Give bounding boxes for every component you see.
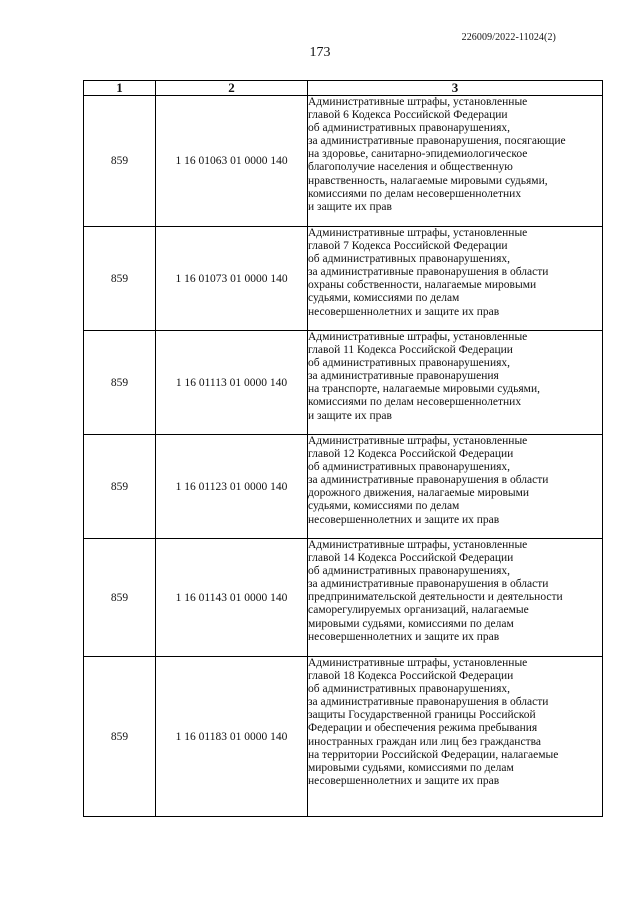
- budget-code-cell: 1 16 01113 01 0000 140: [156, 331, 308, 435]
- description-line: на территории Российской Федерации, налагаемые: [308, 748, 559, 761]
- description-cell: [308, 331, 603, 435]
- description-line: Административные штрафы, установленные: [308, 227, 528, 239]
- admin-code-cell: 859: [84, 96, 156, 227]
- description-cell: [308, 657, 603, 817]
- description-cell: [308, 96, 603, 227]
- description-line: на транспорте, налагаемые мировыми судьями,: [308, 383, 540, 396]
- description-line: главой 12 Кодекса Российской Федерации: [308, 448, 514, 461]
- column-header-3: 3: [308, 81, 603, 96]
- description-line: главой 7 Кодекса Российской Федерации: [308, 240, 508, 253]
- description-line: нравственность, налагаемые мировыми судьями,: [308, 174, 548, 187]
- table-header-row: [84, 81, 603, 96]
- description-line: об административных правонарушениях,: [308, 683, 511, 696]
- description-line: и защите их прав: [308, 200, 392, 213]
- description-line: об административных правонарушениях,: [308, 253, 511, 266]
- description-line: главой 6 Кодекса Российской Федерации: [308, 109, 508, 122]
- description-line: за административные правонарушения в области: [308, 578, 549, 591]
- admin-code-cell: 859: [84, 227, 156, 331]
- budget-code-cell: 1 16 01063 01 0000 140: [156, 96, 308, 227]
- description-line: дорожного движения, налагаемые мировыми: [308, 487, 530, 500]
- description-line: саморегулируемых организаций, налагаемые: [308, 604, 529, 617]
- admin-code-cell: 859: [84, 539, 156, 657]
- description-line: об административных правонарушениях,: [308, 461, 511, 474]
- description-line: главой 14 Кодекса Российской Федерации: [308, 552, 514, 565]
- description-line: за административные правонарушения в области: [308, 474, 549, 487]
- description-line: комиссиями по делам несовершеннолетних: [308, 396, 522, 409]
- budget-code-cell: 1 16 01123 01 0000 140: [156, 435, 308, 539]
- description-line: мировыми судьями, комиссиями по делам: [308, 761, 514, 774]
- budget-code-cell: 1 16 01143 01 0000 140: [156, 539, 308, 657]
- description-line: за административные правонарушения: [308, 370, 499, 383]
- column-header-1: 1: [84, 81, 156, 96]
- description-line: несовершеннолетних и защите их прав: [308, 513, 500, 526]
- description-line: охраны собственности, налагаемые мировыми: [308, 279, 537, 292]
- description-line: на здоровье, санитарно-эпидемиологическое: [308, 148, 528, 161]
- budget-code-cell: 1 16 01073 01 0000 140: [156, 227, 308, 331]
- description-line: об административных правонарушениях,: [308, 357, 511, 370]
- description-line: судьями, комиссиями по делам: [308, 292, 460, 305]
- description-line: предпринимательской деятельности и деятельности: [308, 591, 563, 604]
- admin-code-cell: 859: [84, 435, 156, 539]
- description-line: комиссиями по делам несовершеннолетних: [308, 187, 522, 200]
- description-line: об административных правонарушениях,: [308, 565, 511, 578]
- description-line: Административные штрафы, установленные: [308, 657, 528, 669]
- admin-code-cell: 859: [84, 657, 156, 817]
- description-line: несовершеннолетних и защите их прав: [308, 305, 500, 318]
- table-row: [84, 331, 603, 435]
- description-line: главой 18 Кодекса Российской Федерации: [308, 670, 514, 683]
- description-line: Административные штрафы, установленные: [308, 539, 528, 551]
- description-line: за административные правонарушения, посягающие: [308, 135, 566, 148]
- description-cell: [308, 539, 603, 657]
- description-line: Административные штрафы, установленные: [308, 331, 528, 343]
- table-row: [84, 435, 603, 539]
- description-cell: [308, 435, 603, 539]
- table-row: [84, 657, 603, 817]
- table-row: [84, 227, 603, 331]
- budget-code-cell: 1 16 01183 01 0000 140: [156, 657, 308, 817]
- description-line: Административные штрафы, установленные: [308, 96, 528, 108]
- description-line: главой 11 Кодекса Российской Федерации: [308, 344, 513, 357]
- description-line: несовершеннолетних и защите их прав: [308, 774, 500, 787]
- description-line: об административных правонарушениях,: [308, 122, 511, 135]
- admin-code-cell: 859: [84, 331, 156, 435]
- table-row: [84, 96, 603, 227]
- description-line: Федерации и обеспечения режима пребывания: [308, 722, 538, 735]
- description-line: и защите их прав: [308, 409, 392, 422]
- description-line: судьями, комиссиями по делам: [308, 500, 460, 513]
- description-line: за административные правонарушения в области: [308, 696, 549, 709]
- table-row: [84, 539, 603, 657]
- description-line: Административные штрафы, установленные: [308, 435, 528, 447]
- page-number: 173: [309, 45, 331, 60]
- column-header-2: 2: [156, 81, 308, 96]
- description-cell: [308, 227, 603, 331]
- description-line: благополучие населения и общественную: [308, 161, 513, 174]
- description-line: за административные правонарушения в области: [308, 266, 549, 279]
- data-table: [83, 80, 603, 817]
- description-line: мировыми судьями, комиссиями по делам: [308, 617, 514, 630]
- document-id: 226009/2022-11024(2): [461, 32, 556, 43]
- description-line: иностранных граждан или лиц без гражданства: [308, 735, 541, 748]
- description-line: защиты Государственной границы Российской: [308, 709, 536, 722]
- description-line: несовершеннолетних и защите их прав: [308, 630, 500, 643]
